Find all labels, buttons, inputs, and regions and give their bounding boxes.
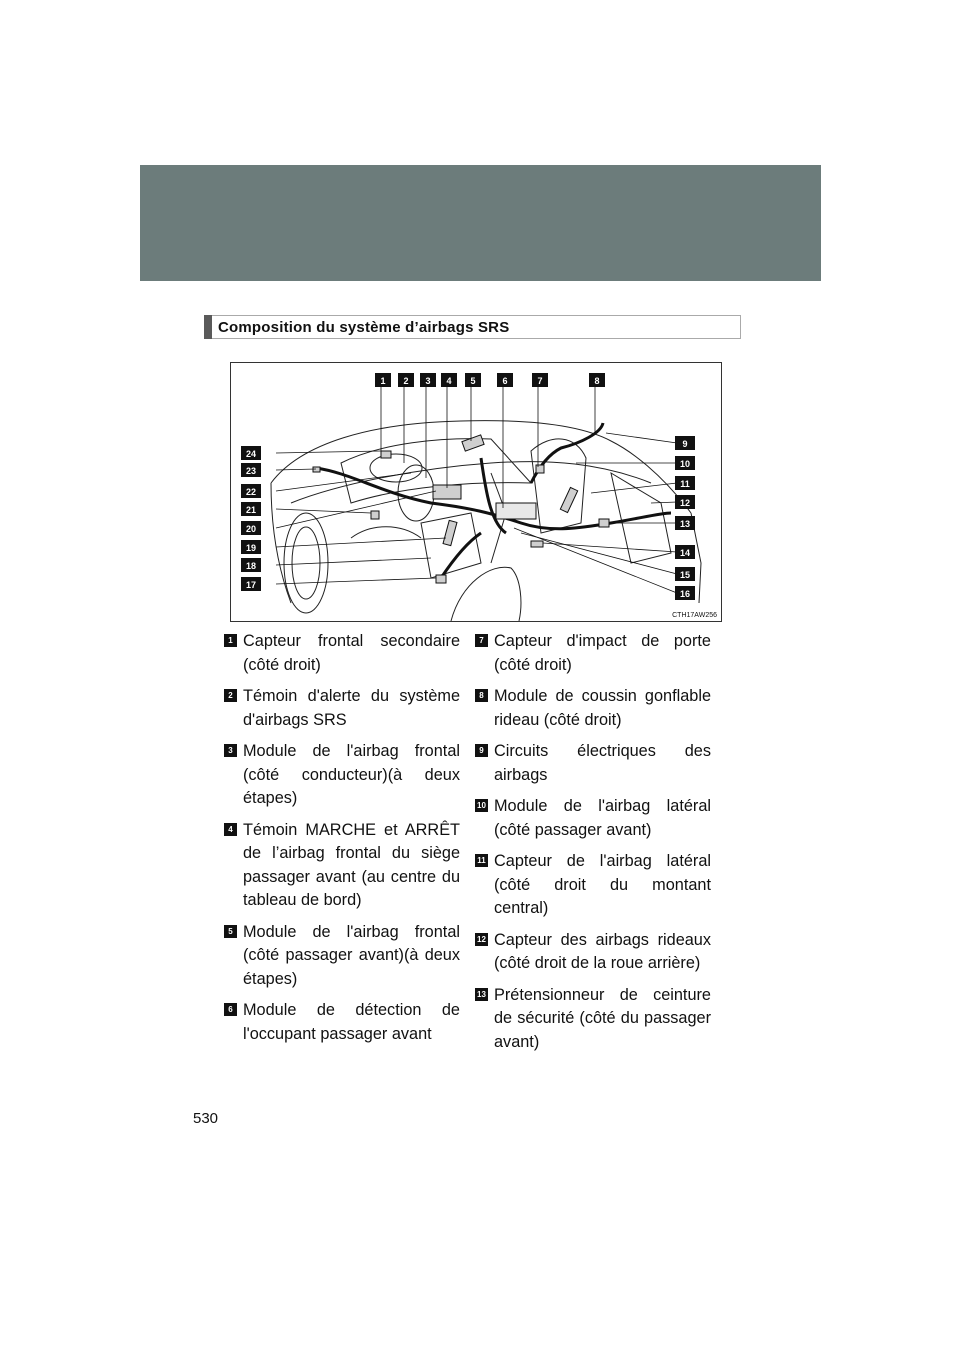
legend-number: 12 [475,933,488,946]
legend-left-column [224,630,460,1054]
legend-number: 10 [475,799,488,812]
legend-text: Témoin MARCHE et ARRÊT de l’airbag frontal du siège passager avant (au centre du tableau de bord) [243,820,460,909]
figure-code: CTH17AW256 [672,612,717,619]
legend-number: 9 [475,744,488,757]
legend-item [224,685,460,732]
legend-text: Module de l'airbag frontal (côté conducteur)(à deux étapes) [243,742,460,807]
callout-7: 7 [537,376,543,386]
section-heading [204,315,741,339]
callout-9: 9 [682,439,688,449]
callout-2: 2 [403,376,409,386]
callout-8: 8 [594,376,600,386]
callout-11: 11 [680,479,690,489]
legend-text: Capteur des airbags rideaux (côté droit de la roue arrière) [494,930,711,972]
callout-12: 12 [679,498,691,508]
legend-right-column [475,630,711,1062]
legend-item [224,740,460,811]
legend-number: 13 [475,988,488,1001]
legend-item [475,630,711,677]
legend-item [224,999,460,1046]
callout-21: 21 [245,505,257,515]
legend-item [224,630,460,677]
legend-text: Capteur d'impact de porte (côté droit) [494,632,711,674]
legend-item [475,929,711,976]
legend-number: 7 [475,634,488,647]
callout-20: 20 [245,524,257,534]
legend-text: Module de coussin gonflable rideau (côté droit) [494,687,711,729]
legend-number: 4 [224,823,237,836]
legend-text: Capteur frontal secondaire (côté droit) [243,632,460,674]
legend-number: 1 [224,634,237,647]
callout-17: 17 [245,580,257,590]
legend-text: Module de l'airbag latéral (côté passager avant) [494,797,711,839]
callout-19: 19 [245,543,257,553]
airbag-system-diagram [230,362,722,622]
legend-text: Témoin d'alerte du système d'airbags SRS [243,687,460,729]
legend-number: 3 [224,744,237,757]
car-illustration [231,363,722,622]
legend-number: 6 [224,1003,237,1016]
callout-18: 18 [245,561,257,571]
legend-text: Module de l'airbag frontal (côté passager avant)(à deux étapes) [243,922,460,988]
legend-item [475,795,711,842]
callout-10: 10 [679,459,691,469]
callout-15: 15 [679,570,691,580]
section-title: Composition du système d’airbags SRS [218,319,510,336]
callout-13: 13 [679,519,691,529]
callout-4: 4 [446,376,452,386]
legend-text: Prétensionneur de ceinture de sécurité (côté du passager avant) [494,985,711,1051]
legend-text: Circuits électriques des airbags [494,742,711,784]
callout-16: 16 [679,589,691,599]
legend-item [475,850,711,921]
header-band [140,165,821,281]
legend-item [475,984,711,1055]
legend-number: 2 [224,689,237,702]
legend-number: 8 [475,689,488,702]
legend-item [224,819,460,913]
callout-5: 5 [470,376,476,386]
callout-14: 14 [679,548,691,558]
callout-6: 6 [502,376,508,386]
legend-text: Module de détection de l'occupant passager avant [243,1001,460,1043]
legend-text: Capteur de l'airbag latéral (côté droit du montant central) [494,852,711,917]
section-heading-bar [204,315,212,339]
callout-23: 23 [245,466,257,476]
legend-number: 5 [224,925,237,938]
legend-item [475,740,711,787]
legend-item [475,685,711,732]
callout-22: 22 [245,487,257,497]
legend-item [224,921,460,992]
callout-3: 3 [425,376,431,386]
page-number: 530 [193,1110,219,1127]
legend-number: 11 [475,854,488,867]
callout-24: 24 [245,449,257,459]
callout-1: 1 [380,376,386,386]
